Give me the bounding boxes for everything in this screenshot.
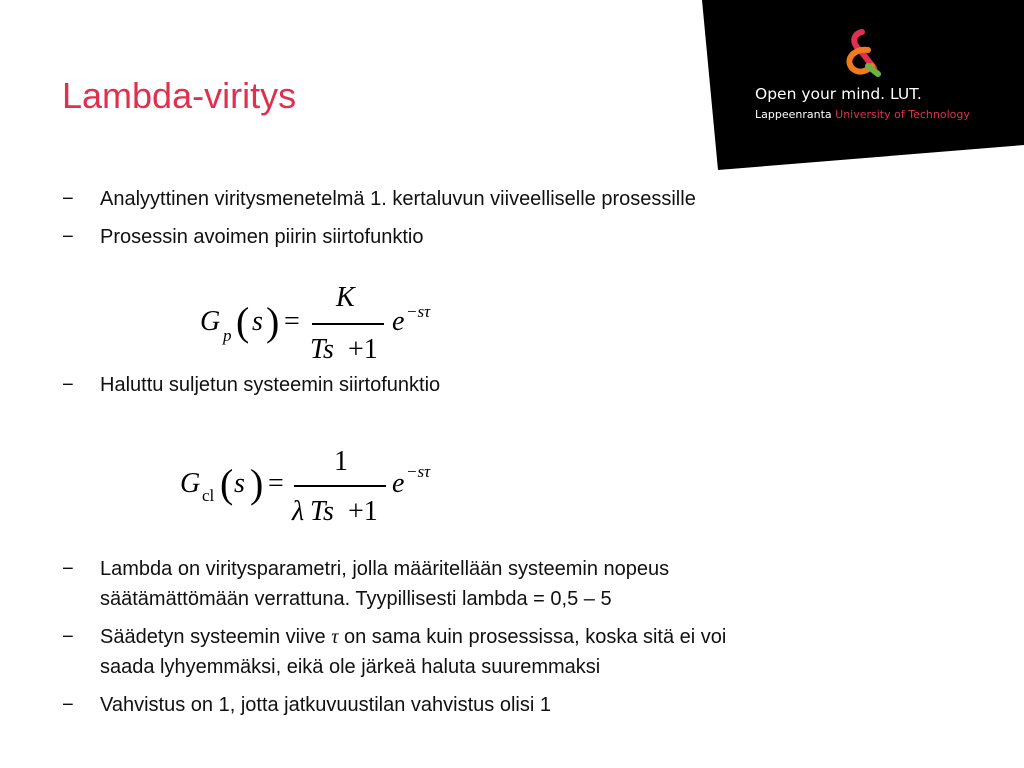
bullet-text: Analyyttinen viritysmenetelmä 1. kertaluvun viiveelliselle prosessille <box>100 188 696 210</box>
formula-right-paren: ) <box>266 299 280 344</box>
bullet-text-line1: Lambda on viritysparametri, jolla määritellään systeemin nopeus <box>100 558 670 580</box>
formula-denominator-lambda: λ <box>292 496 305 527</box>
bullet-dash: − <box>62 626 74 648</box>
brand-subline <box>755 107 970 122</box>
tau-symbol: τ <box>331 626 339 648</box>
formula-exponential-e: e <box>392 468 405 499</box>
formula-fraction-line <box>312 323 384 325</box>
formula-denominator-ts: Ts <box>310 496 334 527</box>
formula-open-loop <box>196 282 456 372</box>
bullet-dash: − <box>62 558 74 580</box>
brand-slogan: Open your mind. LUT. <box>755 85 922 103</box>
brand-university: University of Technology <box>835 108 970 121</box>
bullet-item <box>62 690 962 720</box>
formula-denominator-ts: Ts <box>310 334 334 365</box>
bullet-text-line1 <box>100 622 962 652</box>
bullet-text-post: on sama kuin prosessissa, koska sitä ei voi <box>343 626 727 648</box>
bullet-item <box>62 222 962 252</box>
bullet-dash: − <box>62 374 74 396</box>
bullet-item <box>62 622 962 682</box>
bullet-text: Vahvistus on 1, jotta jatkuvuustilan vahvistus olisi 1 <box>100 694 551 716</box>
bullet-text-line2: saada lyhyemmäksi, eikä ole järkeä haluta suuremmaksi <box>100 656 601 678</box>
formula-equals: = <box>284 306 300 337</box>
formula-equals: = <box>268 468 284 499</box>
bullet-text: Haluttu suljetun systeemin siirtofunktio <box>100 374 441 396</box>
formula-right-paren: ) <box>250 461 264 506</box>
formula-subscript: p <box>223 326 232 345</box>
formula-variable: s <box>252 306 263 337</box>
formula-left-paren: ( <box>236 299 250 344</box>
formula-numerator: K <box>336 282 355 313</box>
formula-g: G <box>180 468 201 499</box>
bullet-text: Prosessin avoimen piirin siirtofunktio <box>100 226 424 248</box>
formula-denominator-plus: +1 <box>348 496 378 527</box>
formula-denominator-plus: +1 <box>348 334 378 365</box>
formula-fraction-line <box>294 485 386 487</box>
page-title: Lambda-viritys <box>62 75 297 116</box>
bullet-item <box>62 554 962 614</box>
bullet-text-line2: säätämättömään verrattuna. Tyypillisesti lambda = 0,5 – 5 <box>100 588 612 610</box>
formula-closed-loop <box>178 444 458 534</box>
formula-g: G <box>200 306 221 337</box>
formula-left-paren: ( <box>220 461 234 506</box>
formula-exponential-e: e <box>392 306 405 337</box>
bullet-dash: − <box>62 694 74 716</box>
brand-city: Lappeenranta <box>755 108 832 121</box>
formula-numerator: 1 <box>334 446 348 477</box>
ampersand-logo-icon <box>838 28 884 78</box>
bullet-item <box>62 370 962 400</box>
bullet-text-pre: Säädetyn systeemin viive <box>100 626 326 648</box>
formula-variable: s <box>234 468 245 499</box>
bullet-dash: − <box>62 188 74 210</box>
bullet-item <box>62 184 962 214</box>
bullet-dash: − <box>62 226 74 248</box>
formula-exponent: −sτ <box>406 302 431 321</box>
formula-exponent: −sτ <box>406 462 431 481</box>
formula-subscript: cl <box>202 486 215 505</box>
